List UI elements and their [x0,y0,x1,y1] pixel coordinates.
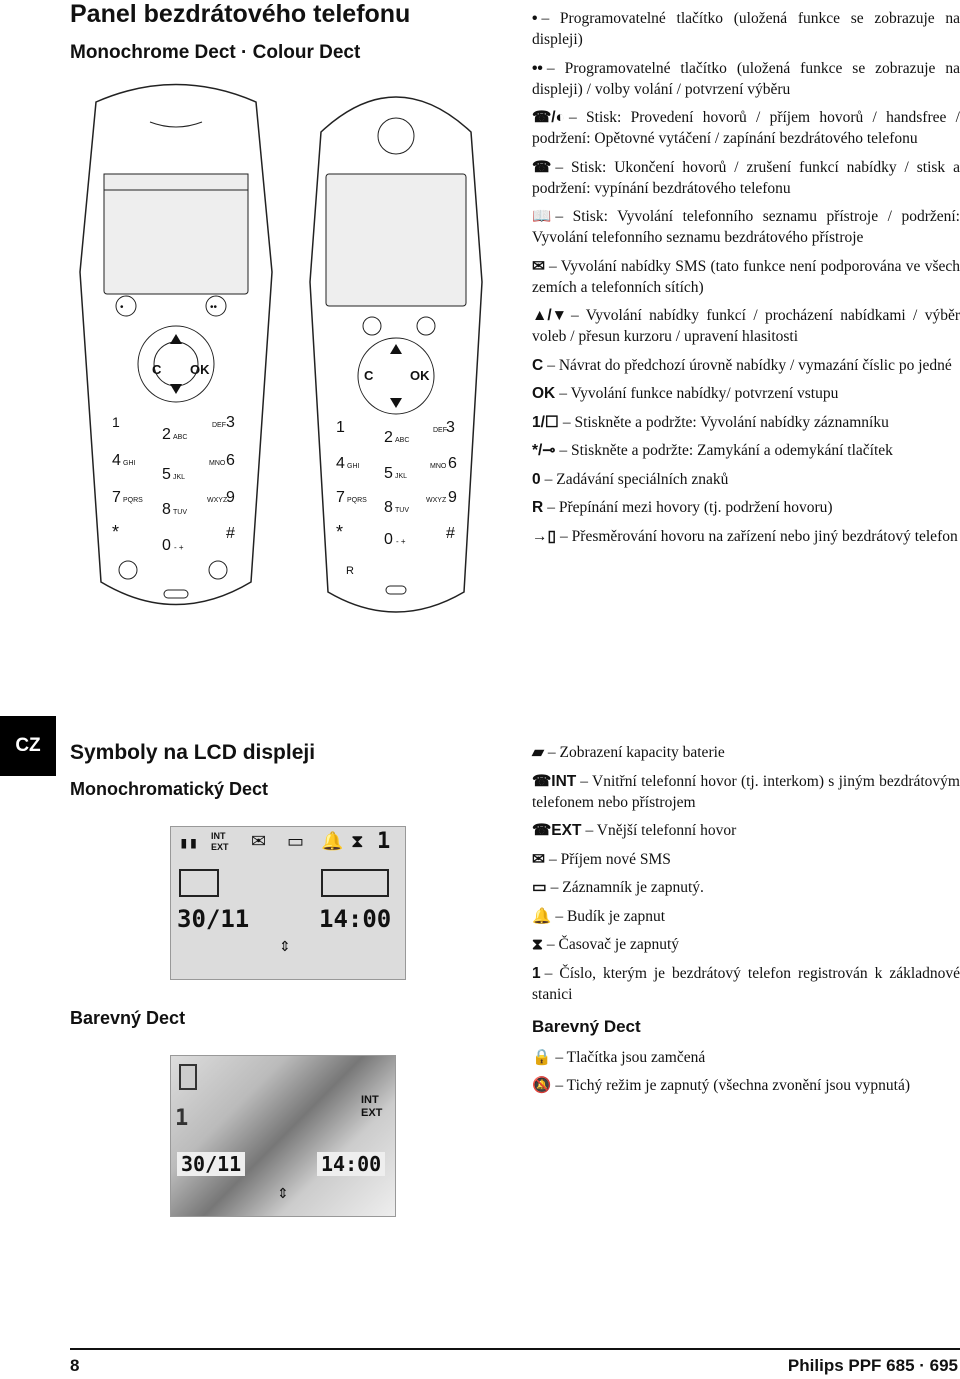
dot-key-label: • [120,302,124,313]
alarm-icon: 🔔 [321,831,344,851]
key-1-2: 1 [336,419,345,436]
legend-text: – Vnitřní telefonní hovor (tj. interkom) s jiným bezdrátovým telefonem nebo přístrojem [532,772,960,811]
legend-text: – Budík je zapnut [555,907,666,925]
answering-machine-icon: ▭ [287,831,305,851]
color-label: Barevný Dect [70,1008,186,1028]
monochrome-phone-illustration [76,72,276,632]
key-5: 5 [162,466,171,483]
legend-item [532,1047,960,1068]
page-subtitle: Monochrome Dect · Colour Dect [70,42,361,63]
colour-phone-illustration [296,72,496,632]
footer-rule [70,1348,960,1350]
int-label: INT [361,1094,379,1106]
legend-text: – Stiskněte a podržte: Zamykání a odemykání tlačítek [559,442,893,459]
legend-item [532,58,960,100]
lcd-symbol-legend [532,742,960,1104]
legend-item [532,469,960,490]
handset-number: 1 [377,829,391,854]
legend-symbol: •• [532,59,543,77]
legend-item [532,820,960,841]
legend-symbol: */⊸ [532,442,556,459]
key-3-sub: DEF [212,422,226,429]
lcd-date: 30/11 [177,1152,245,1176]
legend-item [532,849,960,870]
key-9-sub: WXYZ [207,497,228,504]
key-8-2: 8 [384,499,393,516]
legend-text: – Tlačítka jsou zamčená [555,1048,706,1066]
key-3: 3 [226,414,235,431]
legend-symbol: 🔒 [532,1048,552,1066]
legend-text: – Tichý režim je zapnutý (všechna zvonění jsou vypnutá) [555,1077,911,1094]
legend-symbol: 0 [532,470,541,488]
key-2-sub: ABC [173,434,188,441]
key-0-sub: - + [174,543,184,552]
legend-item [532,1075,960,1096]
key-3-2: 3 [446,419,455,436]
legend-symbol: ▲/▼ [532,307,567,324]
key-hash-2: # [446,525,455,542]
legend-text: – Vnější telefonní hovor [585,822,737,839]
key-6-sub: MNO [209,460,226,467]
key-4-sub-2: GHI [347,463,360,470]
product-name: Philips PPF 685 · 695 [787,1356,958,1375]
legend-item [532,906,960,927]
legend-text: – Stisk: Ukončení hovorů / zrušení funkcí nabídky / stisk a podržení: vypínání bezdrátového telefonu [532,158,960,197]
lcd-date: 30/11 [177,905,250,933]
legend-symbol: ▰ [532,744,544,761]
legend-symbol: C [532,356,544,374]
legend-text: – Záznamník je zapnutý. [550,879,704,896]
legend-symbol: ☎EXT [532,822,582,839]
legend-item [532,934,960,955]
key-4-2: 4 [336,455,345,472]
key-9: 9 [226,489,235,506]
legend-text: – Vyvolání nabídky SMS (tato funkce není podporována ve všech zemích a telefonních sítích) [532,257,960,296]
mono-label: Monochromatický Dect [70,779,269,799]
lcd-time: 14:00 [317,1152,385,1176]
language-tab: CZ [0,716,56,776]
legend-item [532,157,960,199]
key-8-sub: TUV [173,509,187,516]
key-0-sub-2: - + [396,537,406,546]
legend-text: – Programovatelné tlačítko (uložená funkce se zobrazuje na displeji) [532,10,960,48]
key-7-2: 7 [336,489,345,506]
int-label: INT [211,831,226,841]
key-0: 0 [162,537,171,554]
legend-symbol: 🔕 [532,1077,552,1094]
key-5-sub-2: JKL [395,473,408,480]
legend-text: – Stisk: Provedení hovorů / příjem hovorů / handsfree / podržení: Opětovné vytáčení / zapínání bezdrátového telefonu [532,109,960,147]
legend-symbol: ☎ [532,158,552,176]
legend-item [532,526,960,547]
key-7: 7 [112,489,121,506]
ok-key-label: OK [190,362,210,377]
ext-label: EXT [211,842,229,852]
legend-text: – Zobrazení kapacity baterie [547,744,725,761]
legend-item [532,8,960,50]
legend-item [532,256,960,298]
monochrome-lcd [170,826,406,980]
legend-text: – Přepínání mezi hovory (tj. podržení hovoru) [547,499,833,516]
legend-item [532,206,960,248]
ext-label: EXT [361,1107,383,1119]
key-1: 1 [112,414,120,430]
c-key-label-2: C [364,368,374,383]
key-4: 4 [112,452,121,469]
legend-text: – Stisk: Vyvolání telefonního seznamu přístroje / podržení: Vyvolání telefonního seznamu bezdrátového přístroje [532,208,960,246]
timer-icon: ⧗ [351,831,364,851]
key-5-sub: JKL [173,474,186,481]
key-hash: # [226,525,235,542]
key-r-2: R [346,565,354,577]
section-title: Symboly na LCD displeji [70,741,316,764]
legend-text: – Návrat do předchozí úrovně nabídky / vymazání číslic po jedné [547,356,952,374]
legend-symbol: ⧗ [532,936,543,953]
key-9-sub-2: WXYZ [426,497,447,504]
legend-item [532,742,960,763]
legend-symbol: 🔔 [532,907,552,925]
key-star-2: * [336,522,344,542]
legend-text: – Zadávání speciálních znaků [544,470,729,488]
page-number: 8 [70,1356,80,1375]
key-5-2: 5 [384,465,393,482]
handset-number: 1 [175,1106,189,1131]
softkey-right-box [321,869,389,897]
key-8-sub-2: TUV [395,507,409,514]
legend-text: – Příjem nové SMS [549,850,671,868]
legend-text: – Číslo, kterým je bezdrátový telefon registrován k základnové stanici [532,964,960,1003]
legend-item [532,107,960,149]
legend-symbol: 📖 [532,208,552,225]
legend-item [532,963,960,1005]
colour-lcd [170,1055,396,1217]
c-key-label: C [152,362,162,377]
key-2-2: 2 [384,429,393,446]
legend-text: – Programovatelné tlačítko (uložená funkce se zobrazuje na displeji) / volby volání / potvrzení výběru [532,59,960,98]
ok-key-label-2: OK [410,368,430,383]
key-7-sub: PQRS [123,497,143,504]
legend-text: – Vyvolání nabídky funkcí / procházení nabídkami / výběr voleb / přesun kurzoru / upravení hlasitosti [532,307,960,345]
key-9-2: 9 [448,489,457,506]
dots-key-label: •• [210,302,218,313]
lcd-time: 14:00 [319,905,392,933]
legend-item [532,355,960,376]
legend-item [532,305,960,347]
legend-item [532,771,960,813]
legend-text: – Časovač je zapnutý [546,936,680,953]
legend-item [532,412,960,433]
legend-item [532,383,960,404]
legend-symbol: ☎INT [532,772,577,790]
legend-item [532,497,960,518]
legend-item [532,877,960,898]
battery-icon [179,1064,197,1090]
key-6-2: 6 [448,455,457,472]
legend-symbol: ✉ [532,850,545,868]
sms-icon: ✉ [251,831,267,851]
legend-text: – Přesměrování hovoru na zařízení nebo jiný bezdrátový telefon [560,527,958,545]
legend-symbol: ▭ [532,879,547,896]
key-2-sub-2: ABC [395,437,410,444]
legend-symbol: OK [532,385,556,402]
key-7-sub-2: PQRS [347,497,367,504]
key-6: 6 [226,452,235,469]
key-star: * [112,522,120,542]
legend-symbol: →▯ [532,527,557,545]
page-title: Panel bezdrátového telefonu [70,0,411,28]
legend-symbol: R [532,499,544,516]
legend-symbol: 1/☐ [532,413,559,431]
key-legend-top [532,8,960,554]
key-6-sub-2: MNO [430,463,447,470]
key-4-sub: GHI [123,460,136,467]
key-3-sub-2: DEF [433,427,447,434]
softkey-left-box [179,869,219,897]
key-0-2: 0 [384,531,393,548]
color-section-heading: Barevný Dect [532,1016,641,1036]
battery-icon: ▮▮ [179,833,199,852]
scroll-arrows-icon: ⇕ [279,940,291,955]
scroll-arrows-icon: ⇕ [277,1187,289,1202]
legend-symbol: • [532,10,538,27]
legend-symbol: ✉ [532,257,545,275]
legend-text: – Vyvolání funkce nabídky/ potvrzení vstupu [559,385,839,402]
legend-text: – Stiskněte a podržte: Vyvolání nabídky záznamníku [562,413,889,431]
key-8: 8 [162,501,171,518]
legend-symbol: ☎/◐ [532,109,565,126]
legend-item [532,440,960,461]
key-2: 2 [162,426,171,443]
legend-symbol: 1 [532,964,541,982]
